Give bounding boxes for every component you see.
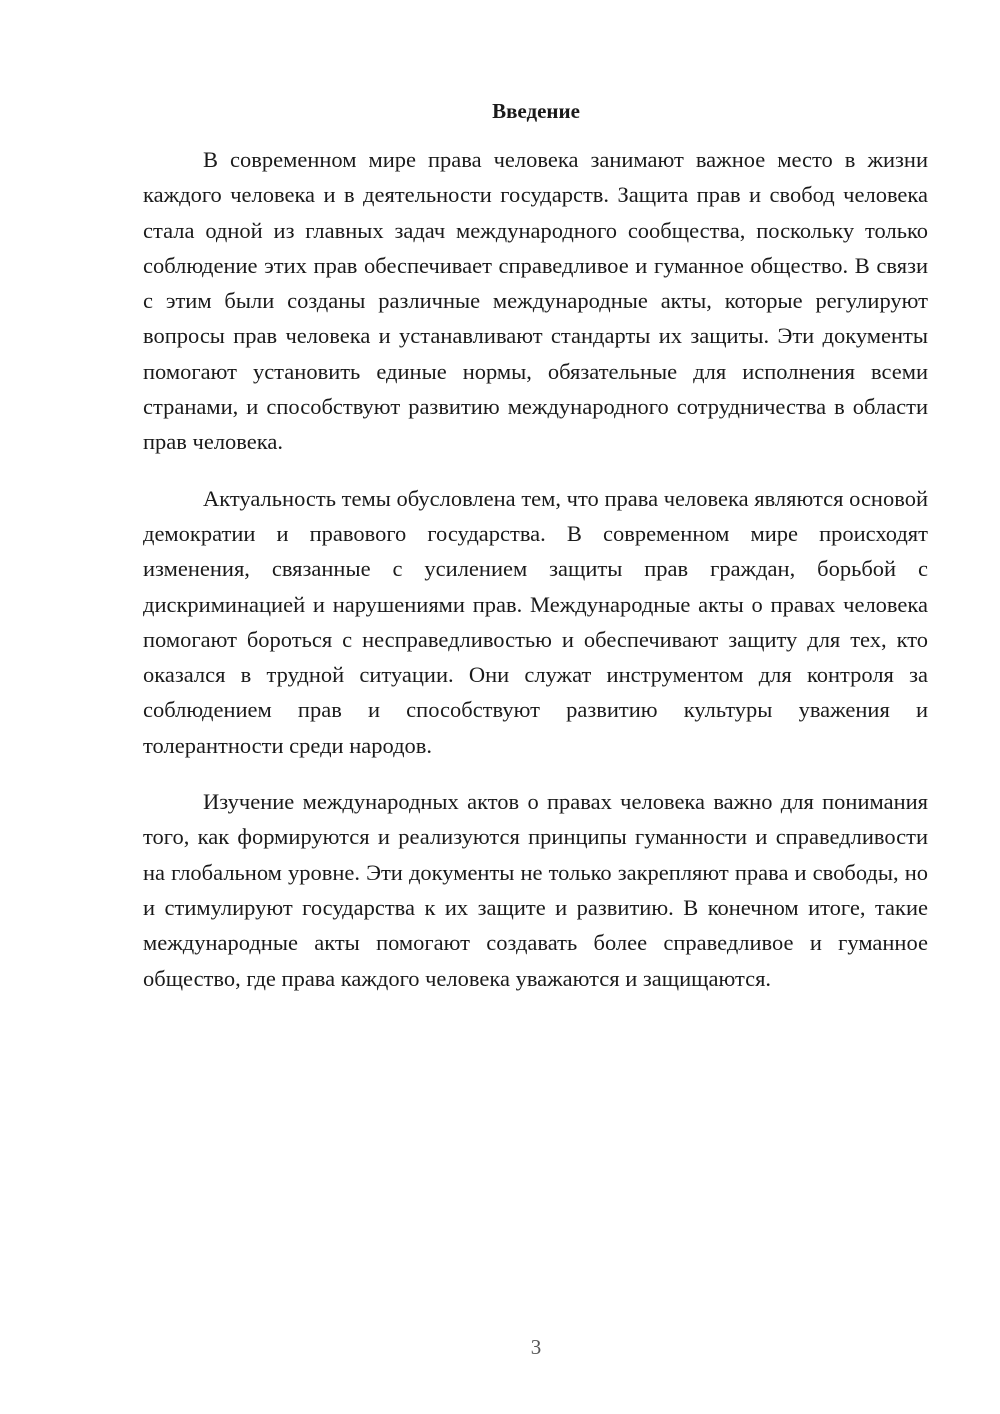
section-heading: Введение (492, 99, 580, 123)
paragraph-1: В современном мире права человека занимают важное место в жизни каждого человека и в деятельности государств. Защита прав и свобод человека стала одной из главных задач международного сообщества, поскольку только соблюдение этих прав обеспечивает справедливое и гуманное общество. В связи с этим были созданы различные международные акты, которые регулируют вопросы прав человека и устанавливают стандарты их защиты. Эти документы помогают установить единые нормы, обязательные для исполнения всеми странами, и способствуют развитию международного сотрудничества в области прав человека. (143, 147, 928, 455)
paragraph-2: Актуальность темы обусловлена тем, что права человека являются основой демократии и правового государства. В современном мире происходят изменения, связанные с усилением защиты прав граждан, борьбой с дискриминацией и нарушениями прав. Международные акты о правах человека помогают бороться с несправедливостью и обеспечивают защиту для тех, кто оказался в трудной ситуации. Они служат инструментом для контроля за соблюдением прав и способствуют развитию культуры уважения и толерантности среди народов. (143, 485, 928, 758)
body-text (143, 142, 928, 1017)
paragraph-3: Изучение международных актов о правах человека важно для понимания того, как формируются и реализуются принципы гуманности и справедливости на глобальном уровне. Эти документы не только закрепляют права и свободы, но и стимулируют государства к их защите и развитию. В конечном итоге, такие международные акты помогают создавать более справедливое и гуманное общество, где права каждого человека уважаются и защищаются. (143, 789, 928, 991)
page-number: 3 (530, 1335, 542, 1359)
